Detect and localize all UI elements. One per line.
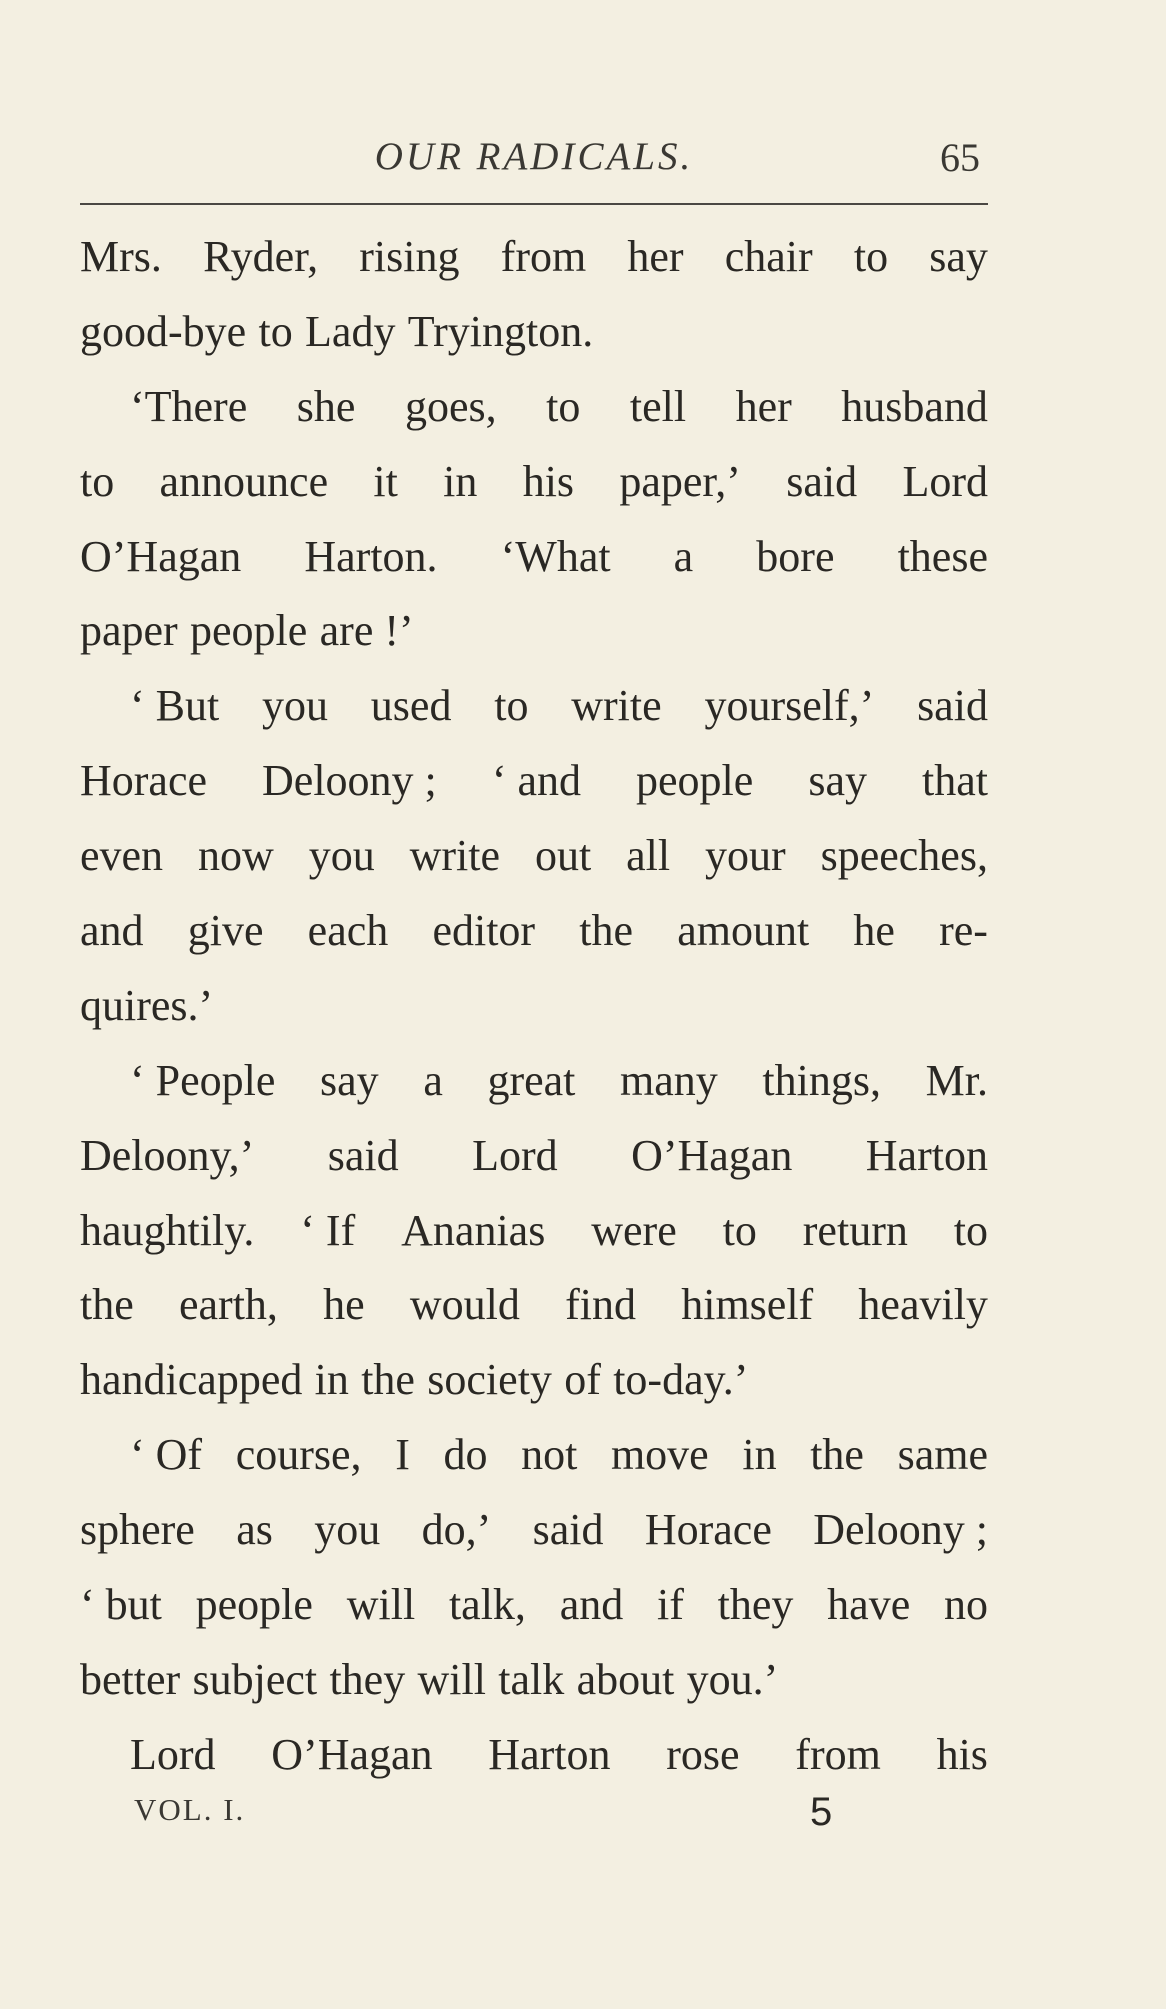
text-word: to xyxy=(494,681,529,731)
text-word: Deloony ; xyxy=(262,756,437,806)
text-word: amount xyxy=(677,906,810,956)
text-word: have xyxy=(827,1580,911,1630)
text-word: do xyxy=(443,1430,488,1480)
text-word: better xyxy=(80,1654,181,1704)
text-word: heavily xyxy=(858,1280,988,1330)
text-word: good-bye xyxy=(80,306,247,356)
text-word: ‘ Of xyxy=(130,1430,203,1480)
text-word: you xyxy=(308,831,375,881)
text-line xyxy=(80,1268,988,1343)
text-word: quires.’ xyxy=(80,980,214,1030)
text-word: Ryder, xyxy=(203,232,319,281)
text-line xyxy=(80,1418,988,1493)
text-word: all xyxy=(626,831,671,881)
text-word: your xyxy=(705,831,786,881)
text-word: people xyxy=(195,1580,313,1630)
text-word: paper,’ xyxy=(619,456,741,506)
text-word: sphere xyxy=(80,1505,195,1555)
text-word: are !’ xyxy=(319,606,414,656)
text-word: talk, xyxy=(448,1580,526,1630)
text-word: handicapped xyxy=(80,1355,303,1405)
text-line xyxy=(80,1493,988,1568)
text-line xyxy=(80,370,988,445)
text-word: things, xyxy=(762,1055,881,1105)
text-word: I xyxy=(395,1430,410,1480)
text-word: the xyxy=(80,1280,134,1330)
text-word: of xyxy=(564,1355,601,1405)
volume-signature: VOL. I. xyxy=(134,1792,246,1827)
text-word: subject xyxy=(192,1654,318,1704)
text-word: ‘What xyxy=(500,531,611,581)
text-word: as xyxy=(236,1505,273,1555)
text-word: that xyxy=(922,756,988,806)
text-word: Lord xyxy=(472,1130,558,1180)
text-word: you xyxy=(314,1505,381,1555)
text-word: a xyxy=(673,531,694,581)
text-word: and xyxy=(559,1580,624,1630)
text-word: Harton. xyxy=(304,531,438,581)
text-word: not xyxy=(521,1430,578,1480)
text-word: would xyxy=(409,1280,520,1330)
text-word: to xyxy=(258,306,293,356)
text-word: the xyxy=(361,1355,415,1405)
text-line xyxy=(80,445,988,520)
page-footer xyxy=(80,1790,988,1850)
text-word: her xyxy=(627,232,684,281)
text-word: find xyxy=(565,1280,636,1330)
text-word: to xyxy=(853,232,889,281)
text-word: he xyxy=(853,906,895,956)
text-word: ‘ But xyxy=(130,681,220,731)
text-word: these xyxy=(897,531,988,581)
text-word: you xyxy=(262,681,329,731)
text-word: the xyxy=(579,906,634,956)
text-word: will xyxy=(346,1580,416,1630)
running-head xyxy=(80,130,988,186)
text-word: earth, xyxy=(178,1280,278,1330)
text-word: himself xyxy=(681,1280,814,1330)
text-word: say xyxy=(929,232,988,281)
text-word: course, xyxy=(235,1430,362,1480)
text-word: Harton xyxy=(488,1729,611,1779)
text-word: talk xyxy=(498,1654,565,1704)
text-word: Mrs. xyxy=(80,232,162,281)
text-line xyxy=(80,520,988,595)
text-line xyxy=(80,295,988,370)
text-word: great xyxy=(487,1055,576,1105)
text-word: to xyxy=(80,456,115,506)
text-word: ‘There xyxy=(130,381,248,431)
text-word: said xyxy=(532,1505,604,1555)
text-word: same xyxy=(897,1430,988,1480)
text-word: from xyxy=(500,232,587,281)
text-word: to xyxy=(722,1205,757,1255)
text-word: his xyxy=(936,1729,988,1779)
text-word: said xyxy=(786,456,858,506)
text-word: they xyxy=(329,1654,406,1704)
text-word: O’Hagan xyxy=(631,1130,793,1180)
text-line xyxy=(80,220,988,295)
text-word: Mr. xyxy=(925,1055,988,1105)
text-word: Ananias xyxy=(401,1205,546,1255)
text-word: write xyxy=(409,831,501,881)
text-word: move xyxy=(610,1430,709,1480)
text-word: the xyxy=(810,1430,864,1480)
text-word: Lady xyxy=(305,306,396,356)
text-word: you.’ xyxy=(686,1654,779,1704)
text-line xyxy=(80,669,988,744)
text-word: tell xyxy=(629,381,687,431)
text-line xyxy=(80,1643,988,1718)
text-word: said xyxy=(917,681,988,731)
text-word: she xyxy=(296,381,356,431)
text-word: a xyxy=(423,1055,443,1105)
text-word: Deloony ; xyxy=(813,1505,988,1555)
running-title: OUR RADICALS. xyxy=(374,135,694,178)
text-word: do,’ xyxy=(421,1505,492,1555)
text-word: editor xyxy=(432,906,536,956)
text-word: re- xyxy=(939,906,988,956)
text-word: Lord xyxy=(902,456,988,506)
text-word: now xyxy=(197,831,274,881)
text-word: say xyxy=(808,756,867,806)
text-word: Tryington. xyxy=(407,306,594,356)
text-word: in xyxy=(742,1430,777,1480)
text-word: ‘ and xyxy=(491,756,581,806)
text-word: Horace xyxy=(80,756,208,806)
text-word: said xyxy=(327,1130,399,1180)
text-word: paper xyxy=(80,606,178,656)
text-word: goes, xyxy=(404,381,497,431)
body-text xyxy=(80,220,988,1793)
text-word: chair xyxy=(724,232,813,281)
header-rule xyxy=(80,203,988,205)
text-word: people xyxy=(190,606,308,656)
text-word: announce xyxy=(159,456,329,506)
text-word: Horace xyxy=(644,1505,772,1555)
text-word: were xyxy=(591,1205,677,1255)
text-line xyxy=(80,1044,988,1119)
text-word: about xyxy=(576,1654,675,1704)
text-word: people xyxy=(636,756,754,806)
page-number: 65 xyxy=(940,135,980,180)
text-word: husband xyxy=(841,381,988,431)
text-line xyxy=(80,1718,988,1793)
text-word: many xyxy=(620,1055,718,1105)
text-line xyxy=(80,819,988,894)
text-word: rose xyxy=(666,1729,740,1779)
text-word: out xyxy=(534,831,592,881)
text-line xyxy=(80,1119,988,1194)
text-word: speeches, xyxy=(820,831,988,881)
text-word: ‘ but xyxy=(80,1580,162,1630)
text-word: to xyxy=(546,381,581,431)
text-word: from xyxy=(795,1729,881,1779)
text-word: they xyxy=(717,1580,794,1630)
text-word: yourself,’ xyxy=(704,681,875,731)
text-line xyxy=(80,894,988,969)
text-word: society xyxy=(427,1355,552,1405)
text-line xyxy=(80,744,988,819)
text-word: each xyxy=(307,906,389,956)
text-word: to xyxy=(953,1205,988,1255)
text-word: ‘ People xyxy=(130,1055,276,1105)
text-word: her xyxy=(735,381,792,431)
text-word: Lord xyxy=(130,1729,216,1779)
text-word: ‘ If xyxy=(300,1205,356,1255)
text-word: Harton xyxy=(865,1130,988,1180)
text-word: and xyxy=(80,906,144,956)
text-word: he xyxy=(323,1280,365,1330)
text-line xyxy=(80,1568,988,1643)
text-word: used xyxy=(370,681,452,731)
signature-mark: 5 xyxy=(810,1790,833,1834)
text-word: it xyxy=(373,456,398,506)
text-word: his xyxy=(522,456,575,506)
text-word: rising xyxy=(359,232,460,281)
text-line xyxy=(80,969,988,1044)
text-word: no xyxy=(944,1580,988,1630)
text-line xyxy=(80,1343,988,1418)
text-word: say xyxy=(320,1055,379,1105)
text-word: in xyxy=(314,1355,349,1405)
text-word: O’Hagan xyxy=(271,1729,433,1779)
text-word: Deloony,’ xyxy=(80,1130,255,1180)
text-word: to-day.’ xyxy=(613,1355,749,1405)
text-word: give xyxy=(187,906,264,956)
text-word: O’Hagan xyxy=(80,531,242,581)
text-word: will xyxy=(417,1654,486,1704)
text-word: in xyxy=(443,456,478,506)
text-word: write xyxy=(571,681,662,731)
text-line xyxy=(80,594,988,669)
text-word: bore xyxy=(756,531,835,581)
text-word: return xyxy=(802,1205,908,1255)
text-word: if xyxy=(656,1580,684,1630)
text-word: haughtily. xyxy=(80,1205,255,1255)
text-line xyxy=(80,1194,988,1269)
text-word: even xyxy=(80,831,164,881)
